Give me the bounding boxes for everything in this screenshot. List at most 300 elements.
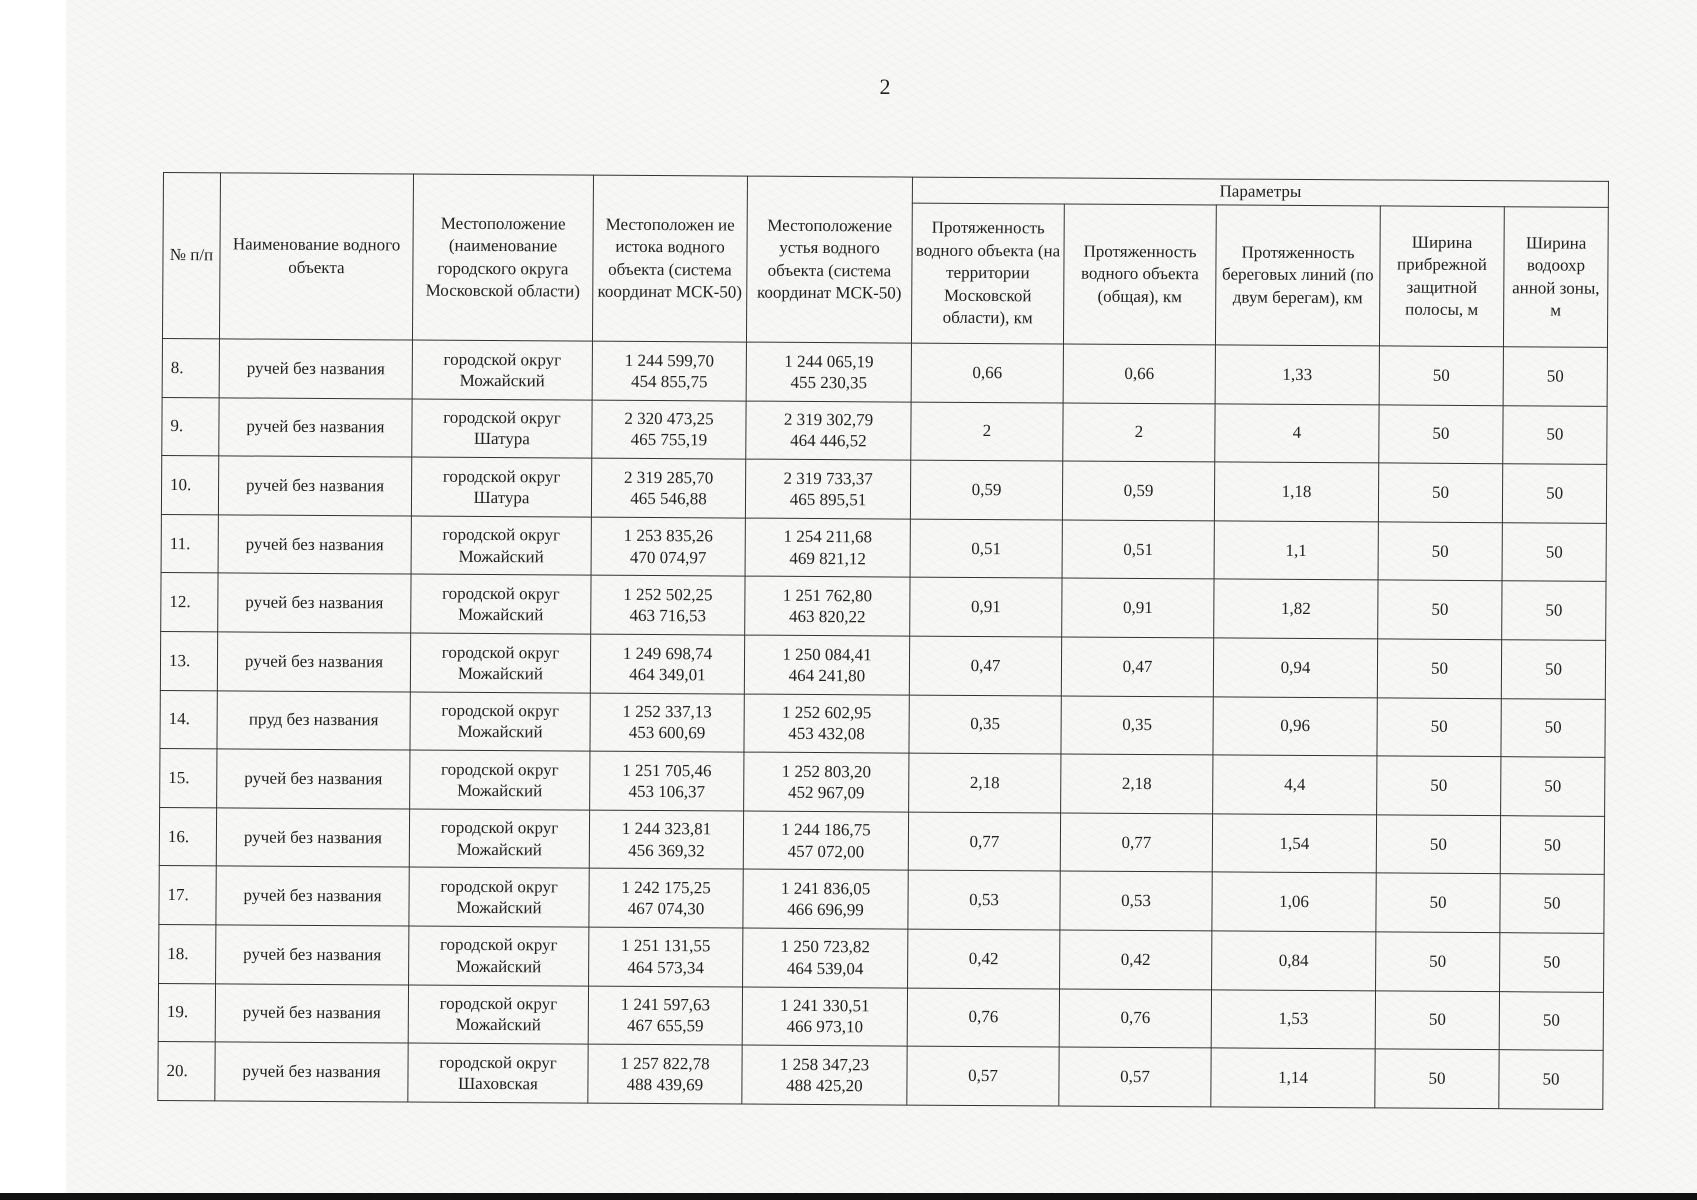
cell-source xyxy=(592,400,746,460)
cell-mouth xyxy=(744,635,909,695)
cell-mouth-line: 465 895,51 xyxy=(789,489,867,510)
table-row xyxy=(159,924,1604,991)
cell-district-line: городской округ xyxy=(439,935,558,955)
cell-num-line: 10. xyxy=(170,474,192,495)
cell-shore xyxy=(1213,696,1377,756)
cell-strip xyxy=(1379,405,1503,464)
cell-source xyxy=(589,868,743,928)
cell-source-line: 467 655,59 xyxy=(626,1016,704,1036)
cell-num-line: 19. xyxy=(166,1002,189,1022)
cell-name-line: ручей без названия xyxy=(246,358,385,379)
cell-mouth-line: 452 967,09 xyxy=(787,782,865,803)
cell-num-line: 9. xyxy=(170,416,184,436)
cell-mouth xyxy=(745,518,910,578)
cell-name xyxy=(219,339,412,399)
cell-shore-line: 1,82 xyxy=(1280,598,1311,619)
cell-num xyxy=(159,807,216,866)
cell-name xyxy=(216,866,409,926)
cell-length-mo xyxy=(909,695,1061,755)
cell-name-line: пруд без названия xyxy=(248,709,379,730)
cell-mouth-line: 1 250 723,82 xyxy=(780,937,870,957)
cell-mouth-line: 2 319 302,79 xyxy=(783,409,874,430)
cell-mouth-line: 1 244 065,19 xyxy=(784,351,874,371)
cell-length-mo xyxy=(911,343,1063,403)
cell-length-mo xyxy=(910,519,1062,579)
cell-strip-line: 50 xyxy=(1428,1068,1446,1088)
cell-zone xyxy=(1501,640,1605,699)
cell-length-total xyxy=(1063,344,1215,404)
cell-district-line: Шатура xyxy=(473,487,530,508)
cell-district xyxy=(408,1043,588,1103)
cell-district-line: городской округ xyxy=(442,466,561,487)
cell-length-total-line: 0,91 xyxy=(1122,597,1153,618)
table-row xyxy=(158,983,1603,1050)
cell-source-line: 465 546,88 xyxy=(630,488,707,509)
cell-length-total-line: 0,53 xyxy=(1121,890,1152,911)
cell-source-line: 1 253 835,26 xyxy=(623,526,713,546)
cell-district-line: Можайский xyxy=(458,546,544,566)
cell-zone xyxy=(1501,698,1605,757)
cell-zone-line: 50 xyxy=(1544,776,1562,796)
cell-length-mo xyxy=(907,988,1059,1048)
cell-length-mo xyxy=(907,1046,1059,1106)
cell-zone-line: 50 xyxy=(1543,952,1561,972)
cell-name xyxy=(218,456,411,516)
cell-district xyxy=(409,809,589,869)
cell-name-line: ручей без названия xyxy=(245,592,384,613)
cell-mouth xyxy=(743,811,908,871)
cell-mouth xyxy=(743,869,908,929)
cell-name xyxy=(215,983,408,1043)
cell-district xyxy=(411,457,591,517)
cell-district xyxy=(409,926,589,986)
cell-length-mo-line: 2 xyxy=(982,421,992,441)
cell-strip xyxy=(1378,580,1502,639)
cell-zone-line: 50 xyxy=(1544,717,1562,737)
cell-district xyxy=(410,692,590,752)
cell-district xyxy=(412,399,592,459)
cell-mouth-line: 464 241,80 xyxy=(788,665,866,686)
cell-district xyxy=(410,750,590,810)
cell-mouth-line: 2 319 733,37 xyxy=(783,468,873,489)
cell-mouth-line: 1 252 602,95 xyxy=(782,702,872,723)
cell-length-total xyxy=(1059,1047,1211,1107)
cell-length-total-line: 0,57 xyxy=(1120,1066,1150,1086)
cell-num xyxy=(159,924,216,983)
water-objects-table xyxy=(157,172,1609,1110)
cell-source xyxy=(592,341,746,401)
table-row xyxy=(161,514,1606,581)
cell-zone xyxy=(1503,347,1607,406)
table-row xyxy=(160,749,1605,816)
cell-num xyxy=(160,690,217,749)
cell-shore-line: 4,4 xyxy=(1284,774,1306,794)
cell-district-line: Можайский xyxy=(456,897,542,918)
cell-num-line: 16. xyxy=(167,826,190,846)
cell-name-line: ручей без названия xyxy=(242,1061,381,1082)
header-source: Местоположен ие истока водного объекта (система координат МСК-50) xyxy=(592,175,747,342)
cell-source xyxy=(589,927,743,987)
cell-mouth-line: 464 539,04 xyxy=(786,958,864,979)
cell-source-line: 1 241 597,63 xyxy=(620,994,711,1015)
cell-zone xyxy=(1502,581,1606,640)
cell-zone-line: 50 xyxy=(1545,541,1563,562)
cell-source-line: 454 855,75 xyxy=(630,371,708,392)
cell-strip-line: 50 xyxy=(1429,951,1447,971)
table-row xyxy=(159,866,1604,933)
cell-length-total xyxy=(1062,520,1214,580)
table-row xyxy=(161,573,1606,640)
cell-name xyxy=(216,925,409,985)
cell-shore-line: 1,14 xyxy=(1278,1067,1308,1087)
cell-zone-line: 50 xyxy=(1545,600,1563,620)
cell-num xyxy=(162,338,219,397)
cell-length-mo xyxy=(911,402,1063,462)
cell-mouth xyxy=(742,1045,907,1105)
cell-shore-line: 0,96 xyxy=(1280,716,1311,736)
cell-num-line: 18. xyxy=(167,943,189,963)
cell-zone-line: 50 xyxy=(1542,1069,1560,1089)
cell-shore xyxy=(1212,931,1376,991)
cell-district-line: городской округ xyxy=(441,642,560,662)
cell-district-line: Шатура xyxy=(473,429,530,449)
cell-zone xyxy=(1499,1050,1603,1109)
cell-district-line: Можайский xyxy=(456,956,542,977)
table-row xyxy=(158,1042,1603,1109)
cell-source xyxy=(591,575,745,635)
cell-mouth xyxy=(742,987,907,1047)
cell-length-mo-line: 0,59 xyxy=(971,479,1002,500)
cell-mouth-line: 453 432,08 xyxy=(788,724,865,744)
cell-length-total-line: 2 xyxy=(1134,422,1144,442)
cell-zone-line: 50 xyxy=(1546,366,1564,386)
table-row xyxy=(159,807,1604,874)
cell-length-mo-line: 0,35 xyxy=(970,714,1001,734)
cell-name-line: ручей без названия xyxy=(242,1002,381,1023)
cell-length-total xyxy=(1062,461,1214,521)
cell-num xyxy=(161,514,218,573)
cell-source-line: 1 257 822,78 xyxy=(620,1053,710,1074)
cell-source-line: 1 249 698,74 xyxy=(622,643,713,663)
cell-shore-line: 1,54 xyxy=(1279,833,1310,853)
table-body xyxy=(158,338,1608,1109)
cell-district-line: городской округ xyxy=(439,1052,557,1073)
cell-name xyxy=(218,573,411,633)
cell-mouth xyxy=(743,928,908,988)
page-number: 2 xyxy=(879,74,891,99)
cell-num xyxy=(160,631,217,690)
cell-num-line: 12. xyxy=(169,592,191,612)
cell-district-line: городской округ xyxy=(440,876,558,897)
cell-zone-line: 50 xyxy=(1542,1010,1560,1030)
cell-source-line: 467 074,30 xyxy=(627,898,705,919)
cell-shore xyxy=(1214,462,1378,522)
cell-length-total xyxy=(1061,637,1213,697)
cell-source xyxy=(590,634,744,694)
cell-length-total-line: 0,51 xyxy=(1123,539,1154,559)
cell-num xyxy=(161,456,218,515)
cell-mouth xyxy=(745,459,910,519)
cell-length-mo-line: 0,42 xyxy=(968,948,999,968)
cell-num xyxy=(160,749,217,808)
header-name: Наименование водного объекта xyxy=(219,173,413,340)
cell-shore-line: 1,06 xyxy=(1279,891,1309,912)
cell-zone xyxy=(1500,933,1604,992)
cell-num-line: 11. xyxy=(169,533,191,553)
cell-name-line: ручей без названия xyxy=(243,944,382,965)
cell-source-line: 464 573,34 xyxy=(627,957,704,978)
cell-shore xyxy=(1214,579,1378,639)
cell-strip xyxy=(1379,346,1503,405)
cell-shore-line: 1,18 xyxy=(1281,481,1312,501)
cell-mouth xyxy=(746,342,911,402)
cell-source xyxy=(588,1044,742,1104)
cell-source-line: 1 244 323,81 xyxy=(621,819,712,839)
cell-length-mo-line: 0,77 xyxy=(969,831,1000,851)
cell-length-mo xyxy=(910,577,1062,637)
cell-num xyxy=(158,1042,215,1101)
cell-length-mo xyxy=(909,753,1061,813)
cell-length-total xyxy=(1059,989,1211,1049)
cell-name-line: ручей без названия xyxy=(245,475,385,496)
cell-shore xyxy=(1214,521,1378,581)
cell-mouth-line: 1 250 084,41 xyxy=(782,644,872,664)
cell-mouth xyxy=(744,752,909,812)
cell-shore-line: 4 xyxy=(1292,423,1302,443)
cell-strip-line: 50 xyxy=(1429,834,1447,854)
cell-shore xyxy=(1215,404,1379,464)
cell-mouth-line: 1 252 803,20 xyxy=(781,761,872,782)
cell-num-line: 15. xyxy=(168,767,190,788)
cell-mouth-line: 464 446,52 xyxy=(790,431,867,451)
header-water-zone: Ширина водоохр анной зоны, м xyxy=(1503,207,1608,348)
cell-shore xyxy=(1213,638,1377,698)
header-length-total: Протяженность водного объекта (общая), км xyxy=(1063,204,1216,345)
cell-district-line: городской округ xyxy=(439,993,558,1014)
cell-district-line: городской округ xyxy=(441,759,559,780)
cell-num xyxy=(161,573,218,632)
cell-shore-line: 0,84 xyxy=(1278,950,1309,970)
cell-district xyxy=(411,574,591,634)
cell-shore-line: 1,53 xyxy=(1278,1009,1309,1029)
cell-name xyxy=(216,808,409,868)
cell-zone-line: 50 xyxy=(1546,424,1564,444)
cell-district-line: Можайский xyxy=(457,722,543,742)
cell-zone xyxy=(1502,464,1606,523)
cell-length-total-line: 0,59 xyxy=(1123,480,1154,500)
cell-mouth-line: 1 244 186,75 xyxy=(781,820,871,840)
cell-source-line: 1 251 705,46 xyxy=(622,760,712,781)
cell-source xyxy=(591,517,745,577)
cell-mouth xyxy=(745,576,910,636)
cell-source-line: 1 251 131,55 xyxy=(621,936,711,956)
cell-length-total xyxy=(1061,696,1213,756)
cell-district xyxy=(409,867,589,927)
cell-mouth-line: 463 820,22 xyxy=(788,607,866,627)
cell-shore-line: 1,33 xyxy=(1282,364,1313,384)
cell-strip-line: 50 xyxy=(1428,1010,1446,1030)
cell-name xyxy=(218,515,411,575)
cell-zone-line: 50 xyxy=(1544,659,1563,679)
header-shore-length: Протяженность береговых линий (по двум берегам), км xyxy=(1215,205,1380,346)
cell-strip xyxy=(1377,639,1501,698)
cell-source-line: 453 106,37 xyxy=(628,781,706,802)
cell-shore-line: 0,94 xyxy=(1280,657,1311,677)
cell-length-total-line: 0,35 xyxy=(1122,715,1153,735)
cell-zone xyxy=(1500,815,1604,874)
cell-shore-line: 1,1 xyxy=(1285,540,1307,560)
cell-length-total xyxy=(1062,578,1214,638)
table-row xyxy=(160,690,1605,757)
cell-zone-line: 50 xyxy=(1543,893,1561,913)
cell-mouth xyxy=(746,401,911,461)
cell-length-mo-line: 0,51 xyxy=(971,538,1002,558)
cell-district-line: городской округ xyxy=(443,349,562,369)
cell-length-mo-line: 0,47 xyxy=(970,655,1001,675)
cell-name-line: ручей без названия xyxy=(246,416,385,437)
cell-length-mo-line: 0,76 xyxy=(968,1007,999,1027)
cell-length-mo xyxy=(909,636,1061,696)
table-row xyxy=(162,397,1607,464)
cell-strip xyxy=(1376,873,1500,932)
cell-zone-line: 50 xyxy=(1546,483,1564,503)
cell-length-mo-line: 2,18 xyxy=(969,772,1000,793)
cell-shore xyxy=(1212,814,1376,874)
cell-source xyxy=(589,810,743,870)
cell-district xyxy=(411,516,591,576)
cell-source-line: 456 369,32 xyxy=(628,840,705,860)
cell-name-line: ручей без названия xyxy=(245,534,384,554)
cell-length-mo-line: 0,91 xyxy=(970,597,1001,617)
cell-strip xyxy=(1377,697,1501,756)
cell-length-total-line: 2,18 xyxy=(1121,773,1152,793)
cell-name xyxy=(217,632,410,692)
cell-num-line: 8. xyxy=(170,357,184,377)
cell-strip xyxy=(1376,932,1500,991)
cell-strip xyxy=(1376,815,1500,874)
cell-strip-line: 50 xyxy=(1430,717,1448,737)
cell-district-line: городской округ xyxy=(440,818,559,838)
cell-length-mo xyxy=(908,929,1060,989)
cell-mouth-line: 466 696,99 xyxy=(787,899,864,920)
header-coastal-strip: Ширина прибрежной защитной полосы, м xyxy=(1379,206,1504,347)
cell-district-line: городской округ xyxy=(441,700,560,721)
cell-num-line: 14. xyxy=(168,709,190,729)
cell-district-line: Можайский xyxy=(455,1015,541,1035)
cell-length-total xyxy=(1061,754,1213,814)
cell-source-line: 488 439,69 xyxy=(626,1074,704,1095)
cell-strip-line: 50 xyxy=(1431,599,1449,619)
cell-district xyxy=(408,985,588,1045)
cell-mouth-line: 469 821,12 xyxy=(789,548,866,568)
cell-mouth-line: 1 251 762,80 xyxy=(782,585,873,606)
cell-district-line: городской округ xyxy=(443,407,561,428)
cell-source xyxy=(590,751,744,811)
cell-source-line: 465 755,19 xyxy=(630,430,708,450)
cell-zone xyxy=(1503,405,1607,464)
table-row xyxy=(162,338,1607,405)
cell-strip-line: 50 xyxy=(1429,892,1447,912)
cell-mouth-line: 1 258 347,23 xyxy=(779,1054,870,1075)
cell-strip-line: 50 xyxy=(1430,658,1449,678)
cell-strip xyxy=(1377,756,1501,815)
header-num: № п/п xyxy=(162,173,220,339)
cell-name-line: ручей без названия xyxy=(243,827,383,847)
cell-strip-line: 50 xyxy=(1431,541,1449,561)
header-mouth: Местоположение устья водного объекта (система координат МСК-50) xyxy=(746,176,912,343)
cell-source xyxy=(591,458,745,518)
cell-mouth-line: 466 973,10 xyxy=(786,1017,864,1037)
cell-district xyxy=(412,340,592,400)
cell-source-line: 463 716,53 xyxy=(629,606,707,626)
cell-source-line: 1 252 502,25 xyxy=(623,584,713,605)
cell-name xyxy=(217,749,410,809)
cell-shore xyxy=(1211,989,1375,1049)
cell-name xyxy=(219,397,412,457)
cell-strip-line: 50 xyxy=(1432,482,1450,502)
cell-source-line: 464 349,01 xyxy=(629,664,706,685)
cell-source-line: 2 320 473,25 xyxy=(624,408,714,429)
cell-num xyxy=(159,866,216,925)
cell-district-line: Шаховская xyxy=(457,1073,538,1094)
header-length-mo: Протяженность водного объекта (на территории Московской области), км xyxy=(911,203,1064,344)
cell-mouth xyxy=(744,694,909,754)
cell-source-line: 1 252 337,13 xyxy=(622,701,712,722)
table-header xyxy=(162,173,1608,348)
cell-num xyxy=(158,983,215,1042)
cell-source-line: 1 244 599,70 xyxy=(624,350,715,370)
cell-length-total-line: 0,47 xyxy=(1122,656,1153,676)
cell-length-total-line: 0,76 xyxy=(1120,1008,1151,1028)
scan-edge xyxy=(0,1193,1697,1200)
cell-zone xyxy=(1501,757,1605,816)
cell-length-mo-line: 0,57 xyxy=(968,1065,998,1085)
cell-district xyxy=(410,633,590,693)
cell-source-line: 1 242 175,25 xyxy=(621,877,711,898)
cell-shore xyxy=(1212,872,1376,932)
cell-num-line: 13. xyxy=(168,650,191,670)
cell-strip-line: 50 xyxy=(1432,424,1450,444)
cell-strip-line: 50 xyxy=(1432,365,1450,385)
cell-mouth-line: 457 072,00 xyxy=(787,841,865,861)
cell-district-line: Можайский xyxy=(456,839,543,859)
cell-source-line: 470 074,97 xyxy=(629,547,707,567)
cell-length-total xyxy=(1063,403,1215,463)
cell-strip xyxy=(1378,463,1502,522)
cell-strip-line: 50 xyxy=(1430,775,1448,795)
cell-shore xyxy=(1215,345,1379,405)
cell-district-line: городской округ xyxy=(442,583,560,604)
cell-shore xyxy=(1213,755,1377,815)
cell-shore xyxy=(1211,1048,1375,1108)
cell-district-line: городской округ xyxy=(442,525,561,545)
cell-length-mo xyxy=(908,812,1060,872)
cell-num xyxy=(162,397,219,456)
cell-length-mo-line: 0,66 xyxy=(972,362,1003,382)
cell-district-line: Можайский xyxy=(458,604,544,625)
cell-num-line: 20. xyxy=(166,1060,188,1081)
header-location: Местоположение (наименование городского округа Московской области) xyxy=(412,174,593,341)
cell-zone xyxy=(1499,991,1603,1050)
cell-length-mo xyxy=(910,460,1062,520)
cell-name-line: ручей без названия xyxy=(244,651,384,672)
cell-length-mo-line: 0,53 xyxy=(969,890,1000,910)
cell-name-line: ручей без названия xyxy=(244,768,383,789)
cell-strip xyxy=(1378,522,1502,581)
cell-mouth-line: 1 241 330,51 xyxy=(780,995,870,1016)
table-row xyxy=(161,456,1606,523)
cell-source xyxy=(590,693,744,753)
